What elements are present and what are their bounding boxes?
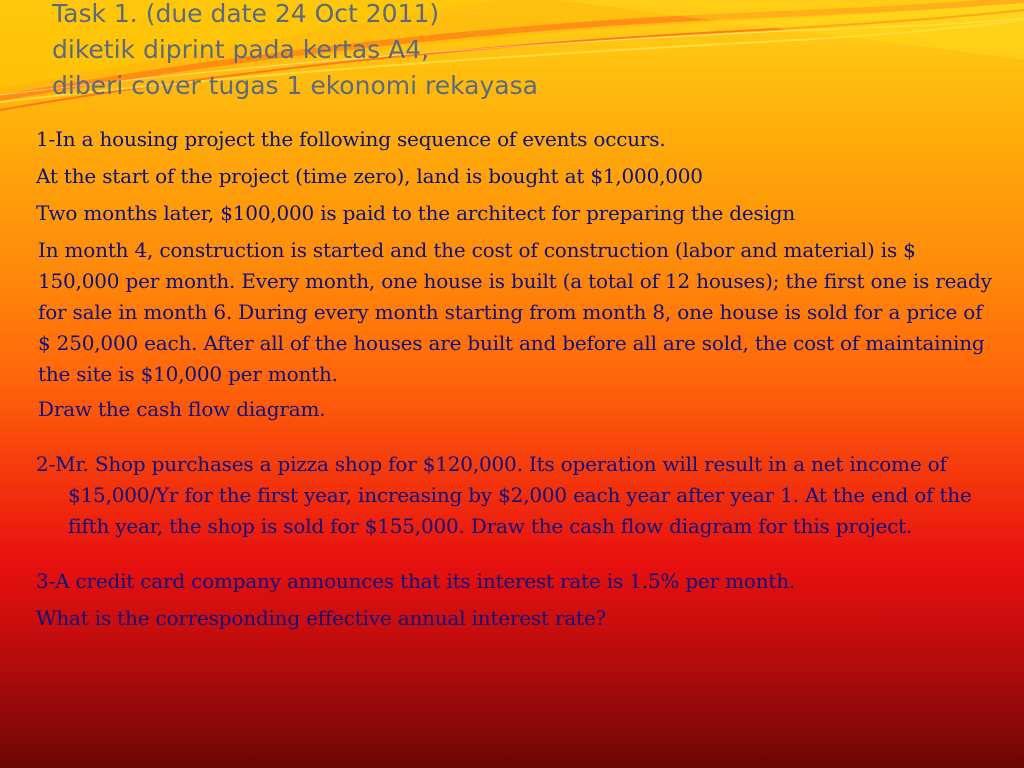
- spacer: [36, 425, 994, 449]
- title-line-cover-instructions: diberi cover tugas 1 ekonomi rekayasa: [52, 71, 538, 100]
- problem1-architect-payment: Two months later, $100,000 is paid to the architect for preparing the design: [36, 201, 796, 225]
- problem1-construction-details: In month 4, construction is started and the cost of construction (labor and material) is $ 150,000 per month. Every month, one house is built (a total of 12 houses); the first one is ready for sale in month 6. During every month starting from month 8, one house is sold for a price of $ 250,000 each. After all of the houses are built and before all are sold, the cost of maintaining the site is $10,000 per month.: [38, 238, 992, 386]
- slide-body: [36, 124, 994, 640]
- problem1-task: Draw the cash flow diagram.: [38, 397, 326, 421]
- title-line-print-instructions: diketik diprint pada kertas A4,: [52, 35, 430, 64]
- title-line-due-date: Task 1. (due date 24 Oct 2011): [52, 0, 440, 28]
- slide-title: [52, 0, 952, 104]
- spacer: [36, 542, 994, 566]
- problem1-intro: 1-In a housing project the following sequence of events occurs.: [36, 127, 666, 151]
- problem2-text: 2-Mr. Shop purchases a pizza shop for $120,000. Its operation will result in a net income of $15,000/Yr for the first year, increasing by $2,000 each year after year 1. At the end of the fifth year, the shop is sold for $155,000. Draw the cash flow diagram for this project.: [36, 452, 972, 538]
- problem3-interest-statement: 3-A credit card company announces that its interest rate is 1.5% per month.: [36, 569, 796, 593]
- problem1-land-purchase: At the start of the project (time zero), land is bought at $1,000,000: [36, 164, 703, 188]
- problem3-question: What is the corresponding effective annual interest rate?: [36, 606, 607, 630]
